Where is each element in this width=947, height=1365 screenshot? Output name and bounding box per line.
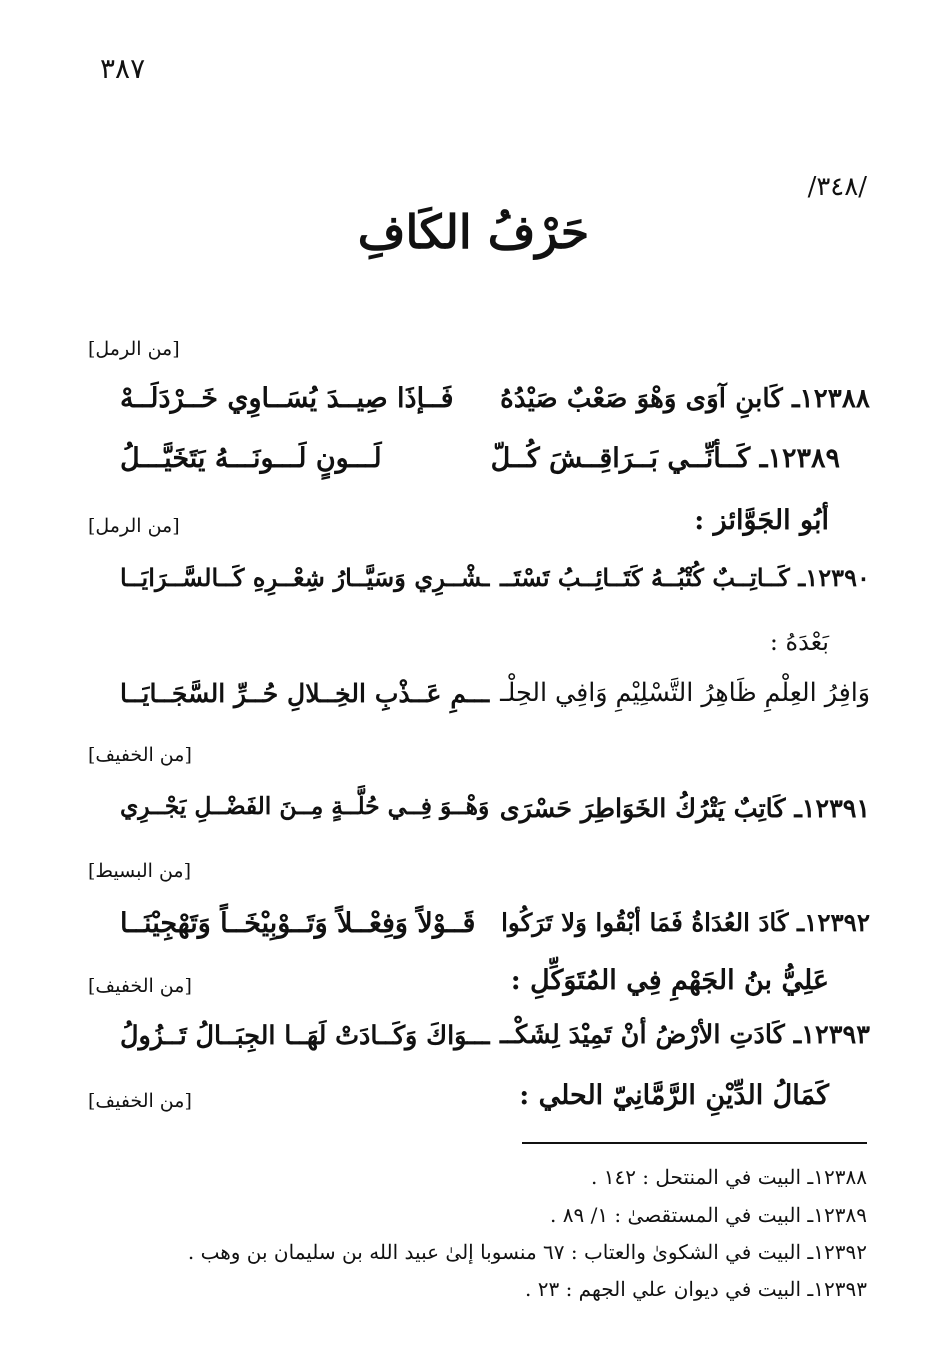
verse-second-hemistich: وَهْــوَ فِــي حُلَّــةٍ مِــنَ الفَضْــلِ يَجْــرِي [120,793,490,820]
verse-second-hemistich: فَــإذَا صِيــدَ يُسَــاوِي خَــرْدَلَــهْ [120,383,454,414]
chapter-title: حَرْفُ الكَافِ [357,205,590,259]
verse-second-hemistich: لَـــونٍ لَـــونَـــهُ يَتَخَيَّـــلُ [120,443,382,474]
verse-first-hemistich: ١٢٣٨٨ـ كَابنِ آوَى وَهْوَ صَعْبٌ صَيْدُهُ [500,383,870,414]
verse-first-hemistich: ١٢٣٩١ـ كَاتِبٌ يَتْرُكُ الخَوَاطِرَ حَسْرَى [499,793,870,823]
poet-name: كَمَالُ الدِّيْنِ الرَّمَّانِيّ الحلي : [519,1080,829,1111]
footnote: ١٢٣٩٣ـ البيت في ديوان علي الجهم : ٢٣ . [525,1277,867,1301]
meter-label: [من البسيط] [88,860,192,882]
poet-name: عَلِيُّ بنُ الجَهْمِ فِي المُتَوَكِّلِ : [510,965,829,996]
verse-12390 [80,563,870,613]
footnote-divider [522,1142,867,1144]
poet-name: أبُو الجَوَّائز : [694,505,829,536]
verse-first-hemistich: ١٢٣٩٣ـ كَادَتِ الأرْضُ أنْ تَمِيْدَ لِشَكْــ [499,1020,870,1050]
meter-label: [من الخفيف] [88,744,192,766]
verse-first-hemistich: ١٢٣٨٩ـ كَــأنِّــي بَــرَاقِــشَ كُــلّ [490,443,840,474]
verse-second-hemistich: ـــمِ عَــذْبِ الخِــلالِ حُــرِّ السَّجَــايَــا [120,678,490,708]
footnote: ١٢٣٨٩ـ البيت في المستقصىٰ : ١/ ٨٩ . [550,1203,867,1227]
verse-second-hemistich: ـــوَاكَ وَكَــادَتْ لَهَــا الجِبَــالُ تَــزُولُ [120,1020,490,1050]
verse-12391 [80,793,870,843]
verse-continuation [80,678,870,728]
verse-first-hemistich: ١٢٣٩٢ـ كَادَ العُدَاةُ فَمَا أبْقُوا وَلا تَرَكُوا [501,908,870,937]
verse-second-hemistich: ـشْــرِي وَسَيَّــارُ شِعْــرِهِ كَــالسَّــرَايَــا [120,563,490,592]
meter-label: [من الرمل] [88,338,180,360]
verse-first-hemistich: ١٢٣٩٠ـ كَــاتِــبٌ كُتْبُــهُ كَتَــائِــبُ تَسْتَــ [499,563,870,592]
meter-label: [من الرمل] [88,515,180,537]
verse-second-hemistich: قَــوْلاً وَفِعْــلاً وَتَــوْبِيْخَــاً وَتَهْجِيْنَــا [120,908,476,939]
verse-12392 [80,908,870,958]
verse-12388 [80,383,870,433]
reference-number: /٣٤٨/ [807,172,867,202]
page-number: ٣٨٧ [100,52,146,85]
verse-12389 [80,443,870,493]
meter-label: [من الخفيف] [88,975,192,997]
footnote: ١٢٣٩٢ـ البيت في الشكوىٰ والعتاب : ٦٧ منسوبا إلىٰ عبيد الله بن سليمان بن وهب . [187,1240,867,1264]
verse-first-hemistich: وَافِرُ العِلْمِ ظَاهِرُ التَّسْلِيْمِ وَافِي الحِلْـ [500,678,870,707]
verse-12393 [80,1020,870,1070]
footnote: ١٢٣٨٨ـ البيت في المنتحل : ١٤٢ . [591,1165,867,1189]
continuation-label: بَعْدَهُ : [769,628,829,656]
meter-label: [من الخفيف] [88,1090,192,1112]
